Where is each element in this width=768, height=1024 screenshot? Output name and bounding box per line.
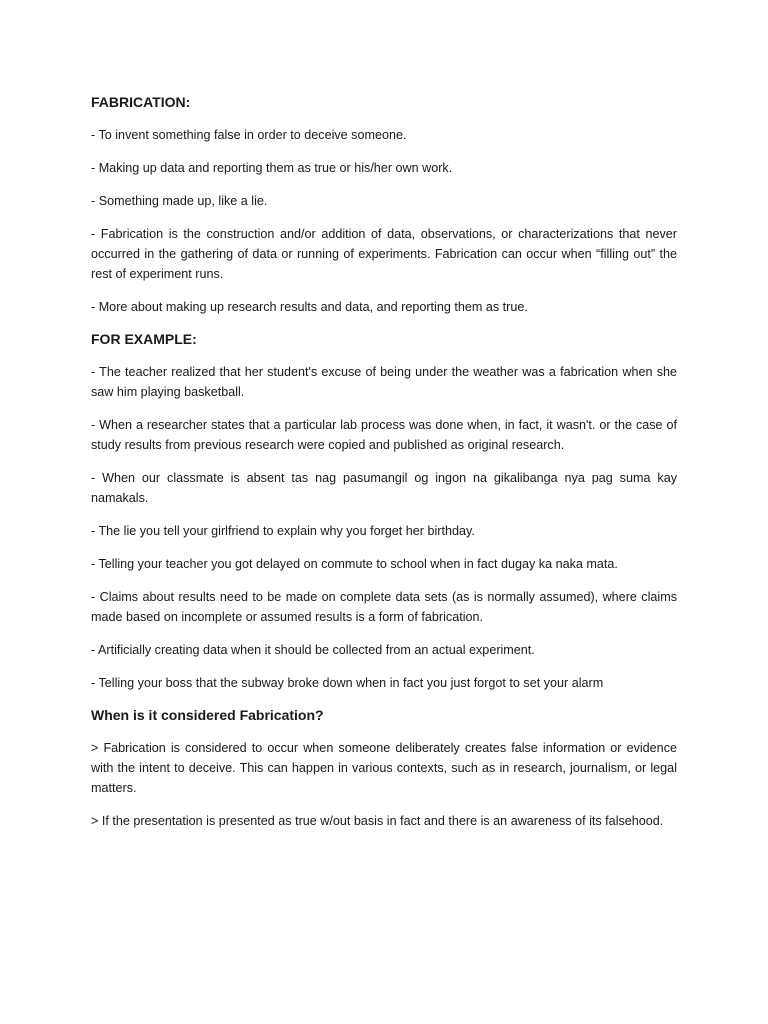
example-item: - Artificially creating data when it should be collected from an actual experiment. [91, 643, 535, 657]
definition-item: - Making up data and reporting them as true or his/her own work. [91, 161, 453, 175]
definition-item: - Fabrication is the construction and/or addition of data, observations, or characterizations that never occurred in the gathering of data or running of experiments. Fabrication can occur when “filling out” the rest of experiment runs. [91, 227, 677, 281]
example-item: - The teacher realized that her student's excuse of being under the weather was a fabrication when she saw him playing basketball. [91, 365, 677, 399]
definition-item: - Something made up, like a lie. [91, 194, 268, 208]
document-page [91, 93, 677, 844]
definition-item: - More about making up research results and data, and reporting them as true. [91, 300, 528, 314]
section-heading-examples: FOR EXAMPLE: [91, 331, 197, 347]
example-item: - When a researcher states that a particular lab process was done when, in fact, it wasn't. or the case of study results from previous research were copied and published as original research. [91, 418, 677, 452]
criteria-item: > If the presentation is presented as true w/out basis in fact and there is an awareness of its falsehood. [91, 814, 664, 828]
section-heading-fabrication: FABRICATION: [91, 94, 191, 110]
example-item: - Telling your teacher you got delayed on commute to school when in fact dugay ka naka mata. [91, 557, 618, 571]
example-item: - When our classmate is absent tas nag pasumangil og ingon na gikalibanga nya pag suma kay namakals. [91, 471, 677, 505]
example-item: - The lie you tell your girlfriend to explain why you forget her birthday. [91, 524, 475, 538]
section-heading-when-considered: When is it considered Fabrication? [91, 707, 324, 723]
criteria-item: > Fabrication is considered to occur when someone deliberately creates false information or evidence with the intent to deceive. This can happen in various contexts, such as in research, journalism, or legal matters. [91, 741, 677, 795]
definition-item: - To invent something false in order to deceive someone. [91, 128, 407, 142]
example-item: - Telling your boss that the subway broke down when in fact you just forgot to set your alarm [91, 676, 604, 690]
example-item: - Claims about results need to be made on complete data sets (as is normally assumed), where claims made based on incomplete or assumed results is a form of fabrication. [91, 590, 677, 624]
